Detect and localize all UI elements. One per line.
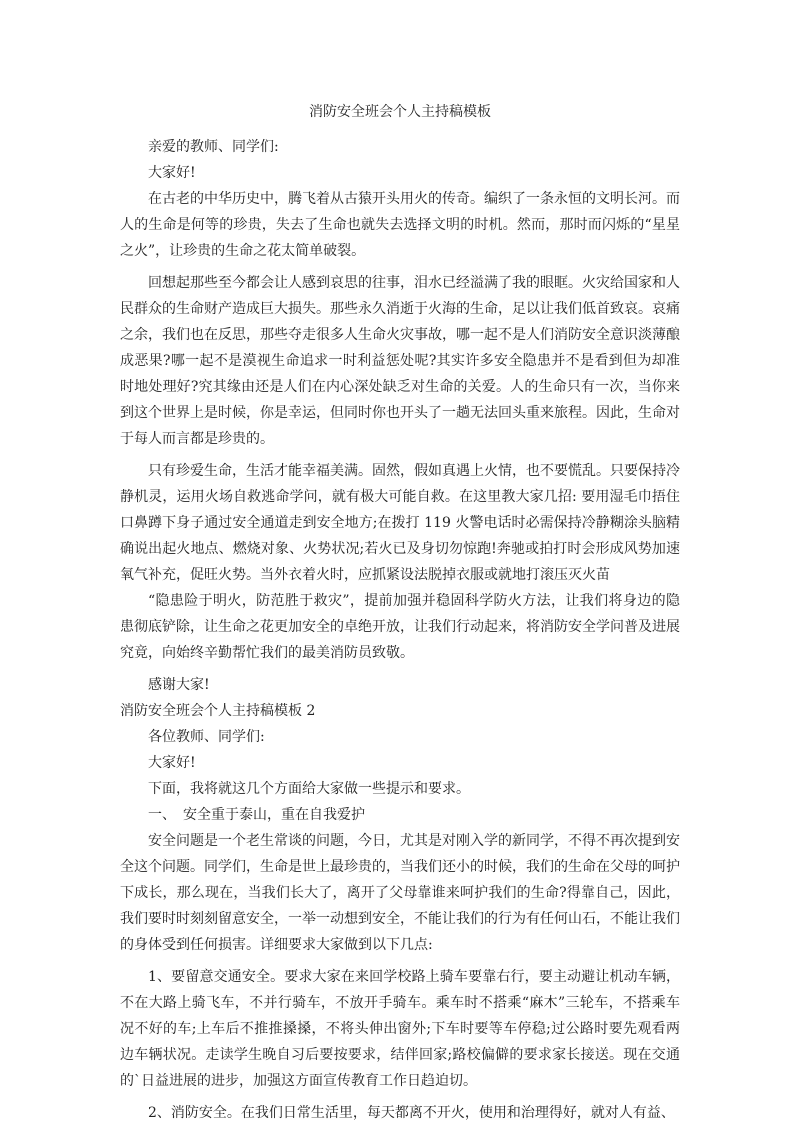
paragraph-2: 回想起那些至今都会让人感到哀思的往事，泪水已经溢满了我的眼眶。火灾给国家和人民群众的生命财产造成巨大损失。那些永久消逝于火海的生命，足以让我们低首致哀。哀痛之余，我们也在反思，那些夺走很多人生命火灾事故，哪一起不是人们消防安全意识淡薄酿成恶果?哪一起不是漠视生命追求一时利益惩处呢?其实许多安全隐患并不是看到但为却准时地处理好?究其缘由还是人们在内心深处缺乏对生命的关爱。人的生命只有一次，当你来到这个世界上是时候，你是幸运，但同时你也开头了一趟无法回头重来旅程。因此，生命对于每人而言都是珍贵的。 [120, 275, 680, 447]
section-number: 一、 [148, 807, 176, 823]
paragraph-5: 安全问题是一个老生常谈的问题，今日，尤其是对刚入学的新同学，不得不再次提到安全这个问题。同学们，生命是世上最珍贵的，当我们还小的时候，我们的生命在父母的呵护下成长，那么现在，当我们长大了，离开了父母靠谁来呵护我们的生命?得靠自己，因此，我们要时时刻刻留意安全，一举一动想到安全，不能让我们的行为有任何山石，不能让我们的身体受到任何损害。详细要求大家做到以下几点: [120, 833, 680, 953]
greeting: 亲爱的教师、同学们: [148, 139, 279, 155]
section-heading-text: 安全重于泰山，重在自我爱护 [183, 807, 365, 823]
paragraph-6: 1、要留意交通安全。要求大家在来回学校路上骑车要靠右行，要主动避让机动车辆，不在大路上骑飞车，不并行骑车，不放开手骑车。乘车时不搭乘“麻木”三轮车，不搭乘车况不好的车;上车后不推推搡搡，不将头伸出窗外;下车时要等车停稳;过公路时要先观看两边车辆状况。走读学生晚自习后要按要求，结伴回家;路校偏僻的要求家长接送。现在交通的`日益进展的进步，加强这方面宣传教育工作日趋迫切。 [120, 969, 680, 1089]
section-title-2: 消防安全班会个人主持稿模板 2 [120, 703, 316, 719]
document-title: 消防安全班会个人主持稿模板 [309, 104, 491, 120]
paragraph-3: 只有珍爱生命，生活才能幸福美满。固然，假如真遇上火情，也不要慌乱。只要保持冷静机灵，运用火场自救逃命学问，就有极大可能自救。在这里教大家几招: 要用湿毛巾捂住口鼻蹲下身子通过安全通道走到安全地方;在拨打 119 火警电话时必需保持冷静糊涂头脑精确说出起火地点、燃烧对象、火势状况;若火已及身切勿惊跑!奔驰或拍打时会形成风势加速氧气补充，促旺火势。当外衣着火时，应抓紧设法脱掉衣服或就地打滚压灭火苗 [120, 463, 680, 583]
hello: 大家好! [148, 165, 196, 181]
paragraph-4: “隐患险于明火，防范胜于救灾”，提前加强并稳固科学防火方法，让我们将身边的隐患彻底铲除，让生命之花更加安全的卓绝开放，让我们行动起来，将消防安全学问普及进展究竟，向始终辛勤帮忙我们的最美消防员致敬。 [120, 593, 680, 661]
thanks: 感谢大家! [148, 677, 210, 693]
paragraph-1: 在古老的中华历史中，腾飞着从古猿开头用火的传奇。编织了一条永恒的文明长河。而人的生命是何等的珍贵，失去了生命也就失去选择文明的时机。然而，那时而闪烁的“星星之火”，让珍贵的生命之花太简单破裂。 [120, 191, 680, 259]
hello-2: 大家好! [148, 755, 196, 771]
paragraph-7: 2、消防安全。在我们日常生活里，每天都离不开火，使用和治理得好，就对人有益、 [148, 1105, 675, 1121]
section-heading-1 [120, 802, 680, 828]
intro-2: 下面，我将就这几个方面给大家做一些提示和要求。 [148, 781, 470, 797]
greeting-2: 各位教师、同学们: [148, 729, 265, 745]
